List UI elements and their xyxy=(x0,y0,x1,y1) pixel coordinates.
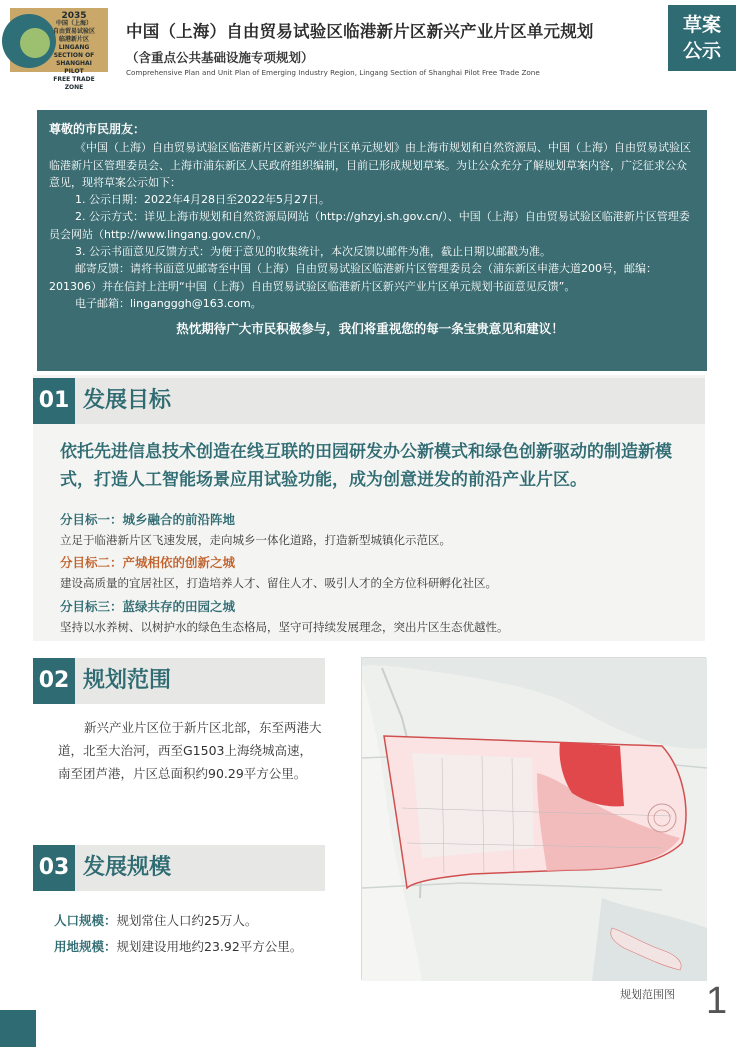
section-number: 02 xyxy=(33,658,75,704)
map-caption: 规划范围图 xyxy=(620,988,675,1001)
logo-line: LINGANG SECTION OF xyxy=(53,44,95,59)
section-number: 01 xyxy=(33,378,75,424)
map-graphic xyxy=(362,658,707,981)
section-header xyxy=(33,658,325,704)
subgoal-1-title: 分目标一：城乡融合的前沿阵地 xyxy=(60,512,236,527)
notice-greeting: 尊敬的市民朋友： xyxy=(49,122,146,136)
subgoal-3-desc: 坚持以水养树、以树护水的绿色生态格局，坚守可持续发展理念，突出片区生态优越性。 xyxy=(60,620,509,634)
logo-text xyxy=(46,12,102,92)
public-notice-box xyxy=(37,110,707,371)
main-goal-statement: 依托先进信息技术创造在线互联的田园研发办公新模式和绿色创新驱动的制造新模式，打造人工智能场景应用试验功能，成为创意迸发的前沿产业片区。 xyxy=(60,442,672,490)
footer-accent-bar xyxy=(0,1010,36,1047)
section-header xyxy=(33,845,325,891)
draft-publicity-badge xyxy=(668,5,736,71)
subgoal-2-title: 分目标二：产城相依的创新之城 xyxy=(60,555,236,570)
logo-line: 自由贸易试验区 xyxy=(52,28,95,35)
section-title: 规划范围 xyxy=(83,668,172,693)
logo-year: 2035 xyxy=(61,11,87,21)
logo-line: 中国（上海） xyxy=(55,20,92,27)
badge-line-2: 公示 xyxy=(682,40,721,62)
subgoal-3-title: 分目标三：蓝绿共存的田园之城 xyxy=(60,599,236,614)
population-value: 规划常住人口约25万人。 xyxy=(116,913,258,928)
subgoal-2-desc: 建设高质量的宜居社区，打造培养人才、留住人才、吸引人才的全方位科研孵化社区。 xyxy=(60,576,497,590)
population-label: 人口规模： xyxy=(54,913,117,928)
land-scale xyxy=(54,937,302,955)
section-title: 发展规模 xyxy=(83,855,172,880)
notice-email[interactable]: 电子邮箱：lingangggh@163.com。 xyxy=(75,296,262,310)
notice-mail-feedback: 邮寄反馈：请将书面意见邮寄至中国（上海）自由贸易试验区临港新片区管理委员会（浦东新区申港大道200号，邮编：201306）并在信封上注明“中国（上海）自由贸易试验区临港新片区新兴产业片区单元规划书面意见反馈”。 xyxy=(49,262,657,293)
section-number: 03 xyxy=(33,845,75,891)
logo-line: SHANGHAI PILOT xyxy=(56,60,92,75)
page-subtitle: （含重点公共基础设施专项规划） xyxy=(126,50,314,65)
page-title: 中国（上海）自由贸易试验区临港新片区新兴产业片区单元规划 xyxy=(126,22,594,41)
planning-scope-map xyxy=(361,657,706,980)
notice-item-feedback: 3. 公示书面意见反馈方式：为便于意见的收集统计，本次反馈以邮件为准，截止日期以邮戳为准。 xyxy=(75,245,551,259)
plan-logo xyxy=(10,8,108,91)
population-scale xyxy=(54,911,257,929)
notice-intro: 《中国（上海）自由贸易试验区临港新片区新兴产业片区单元规划》由上海市规划和自然资源局、中国（上海）自由贸易试验区临港新片区管理委员会、上海市浦东新区人民政府组织编制，目前已形成规划草案。为让公众充分了解规划草案内容，广泛征求公众意见，现将草案公示如下： xyxy=(49,141,691,189)
map-sub-area xyxy=(412,753,534,858)
notice-item-method: 2. 公示方式：详见上海市规划和自然资源局网站（http://ghzyj.sh.gov.cn/）、中国（上海）自由贸易试验区临港新片区管理委员会网站（http://www.lingang.gov.cn/）。 xyxy=(49,210,690,241)
page-title-english: Comprehensive Plan and Unit Plan of Emerging Industry Region, Lingang Section of Shanghai Pilot Free Trade Zone xyxy=(126,68,540,77)
section-header xyxy=(33,378,705,424)
land-label: 用地规模： xyxy=(54,939,117,954)
land-value: 规划建设用地约23.92平方公里。 xyxy=(116,939,303,954)
section-title: 发展目标 xyxy=(83,388,172,413)
badge-line-1: 草案 xyxy=(682,14,721,36)
logo-line: FREE TRADE ZONE xyxy=(53,76,95,91)
page-number: 1 xyxy=(706,980,728,1022)
notice-closing: 热忱期待广大市民积极参与，我们将重视您的每一条宝贵意见和建议！ xyxy=(176,321,564,337)
notice-item-date: 1. 公示日期：2022年4月28日至2022年5月27日。 xyxy=(75,193,330,207)
subgoal-1-desc: 立足于临港新片区飞速发展，走向城乡一体化道路，打造新型城镇化示范区。 xyxy=(60,533,451,547)
logo-line: 临港新片区 xyxy=(58,36,89,43)
planning-scope-text: 新兴产业片区位于新片区北部，东至两港大道，北至大治河，西至G1503上海绕城高速，南至团芦港，片区总面积约90.29平方公里。 xyxy=(58,720,322,781)
